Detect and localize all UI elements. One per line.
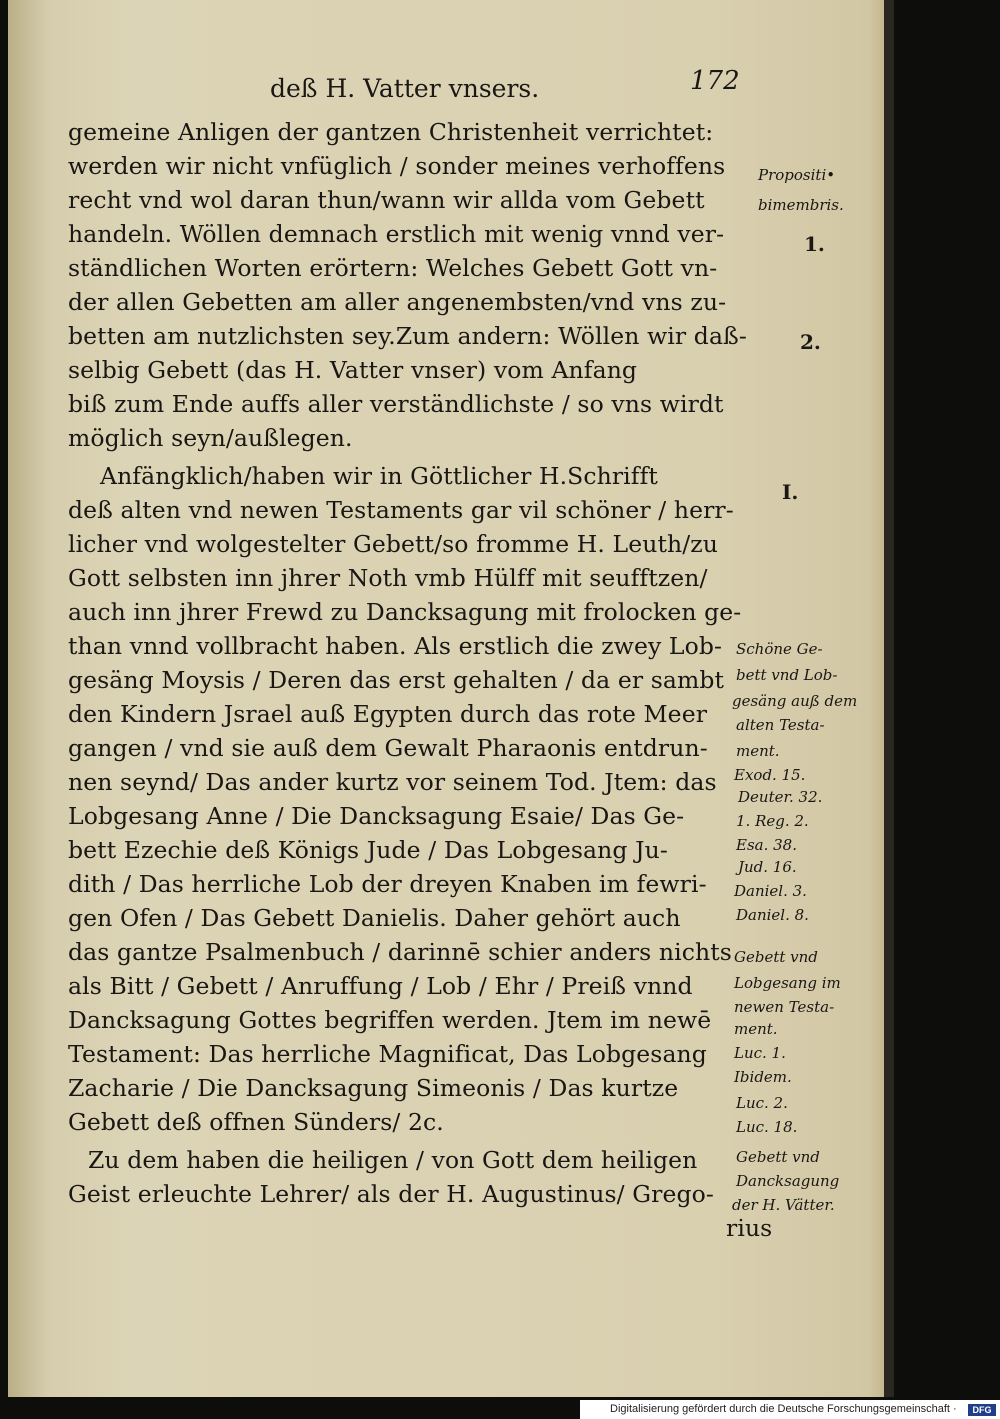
body-line: gesäng Moysis / Deren das erst gehalten / da er sambt	[68, 666, 725, 694]
margin-note: Luc. 1.	[734, 1044, 786, 1062]
margin-note: ment.	[736, 742, 780, 760]
footer-bar	[580, 1400, 1000, 1419]
margin-note: der H. Vätter.	[732, 1196, 835, 1214]
body-line: betten am nutzlichsten sey.Zum andern: Wöllen wir daß-	[68, 322, 747, 350]
margin-note: Jud. 16.	[738, 858, 797, 876]
body-line: selbig Gebett (das H. Vatter vnser) vom Anfang	[68, 356, 638, 384]
body-line: Lobgesang Anne / Die Dancksagung Esaie/ Das Ge-	[68, 802, 685, 830]
margin-note: Daniel. 3.	[734, 882, 807, 900]
margin-note: Gebett vnd	[736, 1148, 820, 1166]
body-line: den Kindern Jsrael auß Egypten durch das rote Meer	[68, 700, 708, 728]
running-head: deß H. Vatter vnsers.	[270, 74, 540, 103]
page-edge	[884, 0, 894, 1397]
margin-note: Propositi•	[758, 166, 836, 184]
body-line: Dancksagung Gottes begriffen werden. Jtem im newē	[68, 1006, 712, 1034]
body-line: Geist erleuchte Lehrer/ als der H. Augustinus/ Grego-	[68, 1180, 714, 1208]
body-line: auch inn jhrer Frewd zu Dancksagung mit frolocken ge-	[68, 598, 742, 626]
margin-note: bimembris.	[758, 196, 844, 214]
body-line: deß alten vnd newen Testaments gar vil schöner / herr-	[68, 496, 734, 524]
body-line: Zacharie / Die Dancksagung Simeonis / Das kurtze	[68, 1074, 679, 1102]
margin-note: Gebett vnd	[734, 948, 818, 966]
body-line: gangen / vnd sie auß dem Gewalt Pharaonis entdrun-	[68, 734, 708, 762]
body-line: bett Ezechie deß Königs Jude / Das Lobgesang Ju-	[68, 836, 668, 864]
body-line: handeln. Wöllen demnach erstlich mit wenig vnnd ver-	[68, 220, 725, 248]
body-line: gemeine Anligen der gantzen Christenheit verrichtet:	[68, 118, 714, 146]
body-line: dith / Das herrliche Lob der dreyen Knaben im fewri-	[68, 870, 707, 898]
body-line: das gantze Psalmenbuch / darinnē schier anders nichts	[68, 938, 732, 966]
margin-note: Lobgesang im	[734, 974, 841, 992]
margin-note: Luc. 18.	[736, 1118, 798, 1136]
body-line: Anfängklich/haben wir in Göttlicher H.Schrifft	[100, 462, 658, 490]
margin-note: bett vnd Lob-	[736, 666, 838, 684]
margin-note: I.	[782, 480, 799, 504]
margin-note: Deuter. 32.	[738, 788, 823, 806]
body-line: Gott selbsten inn jhrer Noth vmb Hülff mit seufftzen/	[68, 564, 708, 592]
margin-note: 1.	[804, 232, 825, 256]
margin-note: ment.	[734, 1020, 778, 1038]
body-line: der allen Gebetten am aller angenembsten/vnd vns zu-	[68, 288, 727, 316]
body-line: werden wir nicht vnfüglich / sonder meines verhoffens	[68, 152, 726, 180]
page-number: 172	[690, 66, 740, 96]
margin-note: Ibidem.	[734, 1068, 792, 1086]
margin-note: Daniel. 8.	[736, 906, 809, 924]
margin-note: Esa. 38.	[736, 836, 797, 854]
body-line: Zu dem haben die heiligen / von Gott dem heiligen	[88, 1146, 698, 1174]
body-line: recht vnd wol daran thun/wann wir allda vom Gebett	[68, 186, 705, 214]
dfg-logo-icon: DFG	[968, 1404, 996, 1416]
body-line: licher vnd wolgestelter Gebett/so fromme H. Leuth/zu	[68, 530, 719, 558]
margin-note: newen Testa-	[734, 998, 835, 1016]
margin-note: Schöne Ge-	[736, 640, 823, 658]
margin-note: Exod. 15.	[734, 766, 806, 784]
margin-note: 2.	[800, 330, 821, 354]
margin-note: gesäng auß dem	[732, 692, 858, 710]
body-line: than vnnd vollbracht haben. Als erstlich die zwey Lob-	[68, 632, 723, 660]
margin-note: alten Testa-	[736, 716, 825, 734]
body-line: Testament: Das herrliche Magnificat, Das Lobgesang	[68, 1040, 707, 1068]
body-line: ständlichen Worten erörtern: Welches Gebett Gott vn-	[68, 254, 718, 282]
body-line: gen Ofen / Das Gebett Danielis. Daher gehört auch	[68, 904, 681, 932]
body-line: Gebett deß offnen Sünders/ 2c.	[68, 1108, 444, 1136]
body-line: möglich seyn/außlegen.	[68, 424, 353, 452]
body-line: rius	[726, 1214, 773, 1242]
body-line: biß zum Ende auffs aller verständlichste / so vns wirdt	[68, 390, 724, 418]
margin-note: 1. Reg. 2.	[736, 812, 809, 830]
margin-note: Dancksagung	[736, 1172, 840, 1190]
margin-note: Luc. 2.	[736, 1094, 788, 1112]
body-line: nen seynd/ Das ander kurtz vor seinem Tod. Jtem: das	[68, 768, 717, 796]
body-line: als Bitt / Gebett / Anruffung / Lob / Ehr / Preiß vnnd	[68, 972, 693, 1000]
footer-credit: Digitalisierung gefördert durch die Deutsche Forschungsgemeinschaft ·	[610, 1403, 957, 1415]
